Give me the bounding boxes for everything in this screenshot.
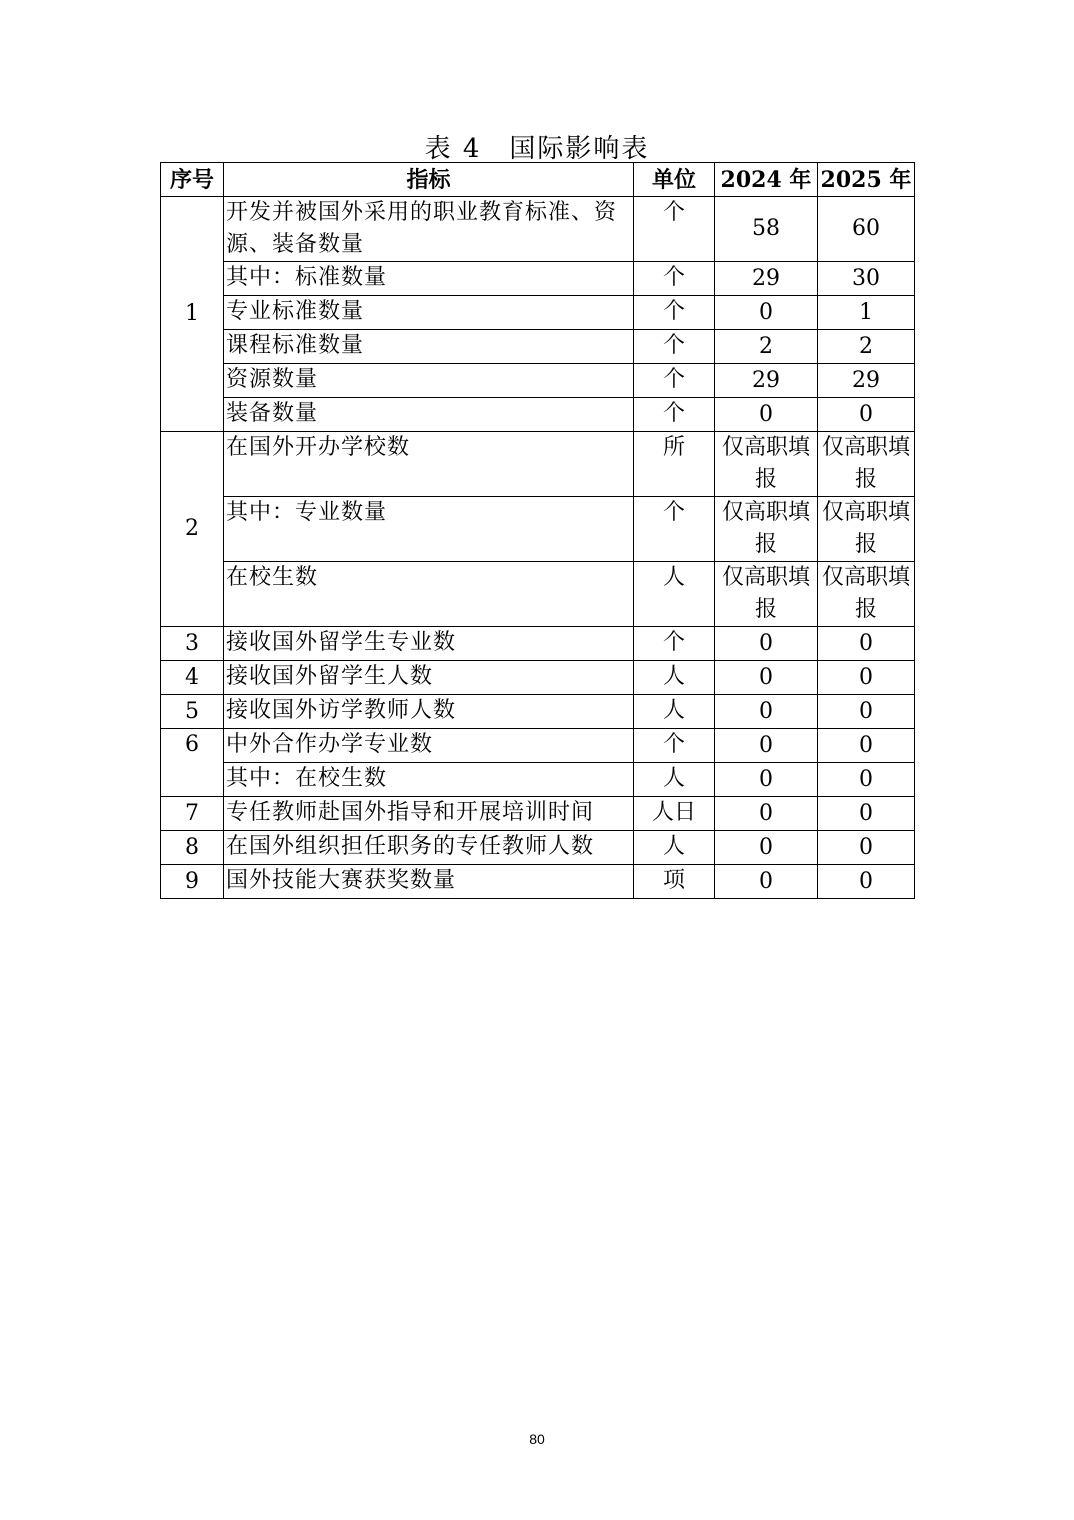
indicator-cell: 资源数量	[224, 364, 634, 398]
table-row	[161, 763, 915, 797]
unit-cell: 个	[634, 497, 715, 562]
value-2025-cell: 0	[818, 627, 915, 661]
value-2024-cell: 2	[715, 330, 818, 364]
unit-cell: 人日	[634, 797, 715, 831]
value-2024-cell: 仅高职填报	[715, 432, 818, 497]
unit-cell: 人	[634, 661, 715, 695]
unit-cell: 个	[634, 398, 715, 432]
value-2024-cell: 0	[715, 627, 818, 661]
unit-cell: 项	[634, 865, 715, 899]
table-row	[161, 197, 915, 262]
unit-cell: 个	[634, 627, 715, 661]
unit-cell: 个	[634, 330, 715, 364]
value-2025-cell: 0	[818, 865, 915, 899]
seq-cell: 6	[161, 729, 224, 797]
table-row	[161, 364, 915, 398]
value-2024-cell: 0	[715, 729, 818, 763]
header-indicator: 指标	[224, 163, 634, 197]
value-2025-cell: 0	[818, 398, 915, 432]
header-seq: 序号	[161, 163, 224, 197]
indicator-cell: 在校生数	[224, 562, 634, 627]
unit-cell: 人	[634, 763, 715, 797]
seq-cell: 3	[161, 627, 224, 661]
indicator-cell: 其中：标准数量	[224, 262, 634, 296]
unit-cell: 个	[634, 729, 715, 763]
table-row	[161, 296, 915, 330]
indicator-cell: 在国外组织担任职务的专任教师人数	[224, 831, 634, 865]
seq-cell: 5	[161, 695, 224, 729]
seq-cell: 7	[161, 797, 224, 831]
value-2024-cell: 仅高职填报	[715, 497, 818, 562]
table-row	[161, 497, 915, 562]
value-2024-cell: 0	[715, 831, 818, 865]
header-row	[161, 163, 915, 197]
page-number: 80	[529, 1431, 545, 1447]
international-influence-table	[160, 162, 915, 899]
value-2025-cell: 30	[818, 262, 915, 296]
table-row	[161, 398, 915, 432]
value-2024-cell: 0	[715, 695, 818, 729]
indicator-cell: 专业标准数量	[224, 296, 634, 330]
unit-cell: 人	[634, 831, 715, 865]
table-row	[161, 330, 915, 364]
value-2025-cell: 0	[818, 797, 915, 831]
value-2024-cell: 0	[715, 763, 818, 797]
value-2025-cell: 0	[818, 763, 915, 797]
unit-cell: 个	[634, 364, 715, 398]
value-2024-cell: 0	[715, 398, 818, 432]
table-row	[161, 831, 915, 865]
unit-cell: 个	[634, 296, 715, 330]
indicator-cell: 国外技能大赛获奖数量	[224, 865, 634, 899]
unit-cell: 个	[634, 262, 715, 296]
seq-cell: 2	[161, 432, 224, 627]
seq-cell: 8	[161, 831, 224, 865]
indicator-cell: 装备数量	[224, 398, 634, 432]
unit-cell: 个	[634, 197, 715, 262]
indicator-cell: 接收国外留学生专业数	[224, 627, 634, 661]
value-2024-cell: 0	[715, 865, 818, 899]
seq-cell: 1	[161, 197, 224, 432]
value-2025-cell: 2	[818, 330, 915, 364]
unit-cell: 所	[634, 432, 715, 497]
value-2025-cell: 0	[818, 729, 915, 763]
value-2025-cell: 0	[818, 695, 915, 729]
indicator-cell: 开发并被国外采用的职业教育标准、资源、装备数量	[224, 197, 634, 262]
table-row	[161, 729, 915, 763]
table-row	[161, 562, 915, 627]
value-2025-cell: 0	[818, 661, 915, 695]
indicator-cell: 接收国外留学生人数	[224, 661, 634, 695]
value-2024-cell: 0	[715, 296, 818, 330]
indicator-cell: 接收国外访学教师人数	[224, 695, 634, 729]
table-row	[161, 797, 915, 831]
seq-cell: 9	[161, 865, 224, 899]
value-2024-cell: 58	[715, 197, 818, 262]
indicator-cell: 其中：专业数量	[224, 497, 634, 562]
value-2025-cell: 仅高职填报	[818, 497, 915, 562]
header-unit: 单位	[634, 163, 715, 197]
indicator-cell: 其中：在校生数	[224, 763, 634, 797]
table-row	[161, 627, 915, 661]
table-row	[161, 865, 915, 899]
value-2025-cell: 60	[818, 197, 915, 262]
table-row	[161, 262, 915, 296]
value-2024-cell: 仅高职填报	[715, 562, 818, 627]
value-2025-cell: 仅高职填报	[818, 562, 915, 627]
table-title: 表 4 国际影响表	[424, 134, 650, 164]
value-2025-cell: 仅高职填报	[818, 432, 915, 497]
unit-cell: 人	[634, 695, 715, 729]
table-row	[161, 661, 915, 695]
indicator-cell: 专任教师赴国外指导和开展培训时间	[224, 797, 634, 831]
table-row	[161, 695, 915, 729]
indicator-cell: 在国外开办学校数	[224, 432, 634, 497]
value-2024-cell: 29	[715, 262, 818, 296]
unit-cell: 人	[634, 562, 715, 627]
value-2024-cell: 0	[715, 797, 818, 831]
value-2025-cell: 29	[818, 364, 915, 398]
table-row	[161, 432, 915, 497]
value-2024-cell: 0	[715, 661, 818, 695]
indicator-cell: 中外合作办学专业数	[224, 729, 634, 763]
seq-cell: 4	[161, 661, 224, 695]
header-2025: 2025 年	[818, 163, 915, 197]
value-2024-cell: 29	[715, 364, 818, 398]
value-2025-cell: 1	[818, 296, 915, 330]
indicator-cell: 课程标准数量	[224, 330, 634, 364]
value-2025-cell: 0	[818, 831, 915, 865]
header-2024: 2024 年	[715, 163, 818, 197]
